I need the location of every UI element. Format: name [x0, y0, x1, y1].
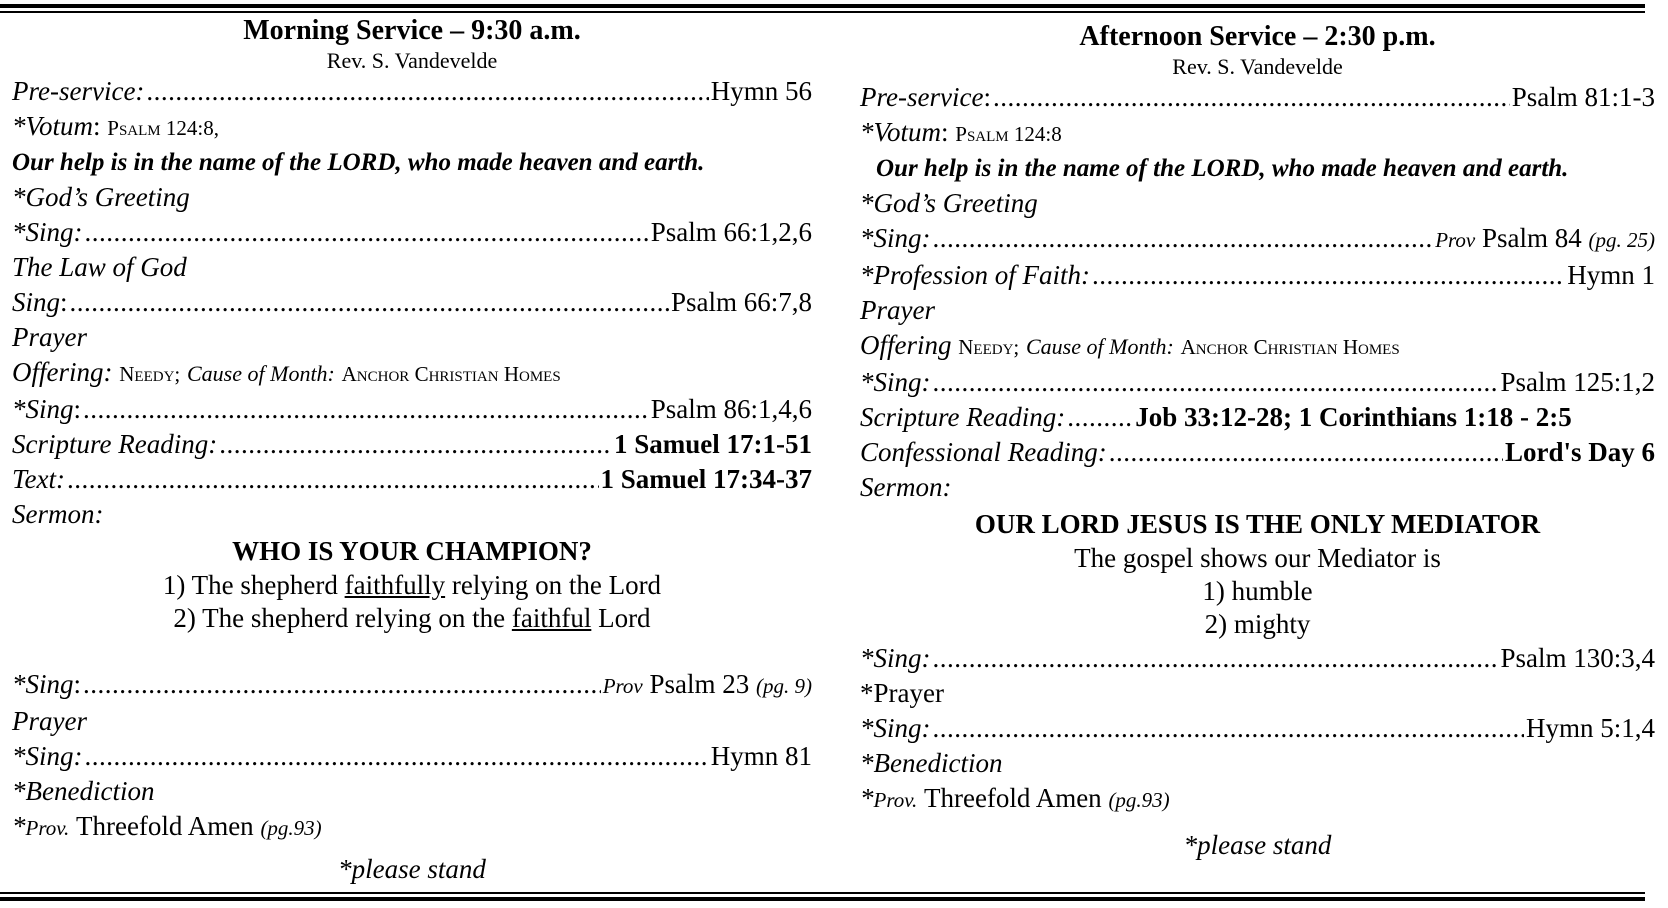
- morning-scripture: [12, 427, 812, 462]
- sing-colon: :: [73, 394, 82, 424]
- leader-dots: [85, 739, 709, 774]
- prayer-label: Prayer: [12, 706, 87, 736]
- point-text: 2) The shepherd relying on the: [173, 603, 512, 633]
- morning-sing-5: [12, 739, 812, 774]
- afternoon-greeting: [860, 186, 1655, 221]
- prayer-label: *Prayer: [860, 678, 944, 708]
- prayer-label: Prayer: [12, 322, 87, 352]
- afternoon-amen: [860, 781, 1655, 818]
- afternoon-please-stand: *please stand: [1183, 830, 1332, 860]
- afternoon-scripture: [860, 400, 1655, 435]
- afternoon-prayer-1: [860, 293, 1655, 328]
- scripture-value: Job 33:12-28; 1 Corinthians 1:18 - 2:5: [1135, 402, 1572, 432]
- morning-preservice: [12, 74, 812, 109]
- page-ref: (pg. 9): [756, 674, 812, 698]
- amen-text: Threefold Amen: [75, 811, 254, 841]
- amen-text: Threefold Amen: [923, 783, 1102, 813]
- afternoon-prayer-2: [860, 676, 1655, 711]
- leader-dots: [67, 462, 599, 497]
- scripture-label: Scripture Reading:: [12, 429, 218, 459]
- amen-star: *: [860, 783, 874, 813]
- afternoon-sermon-point-2: 2) mighty: [1204, 609, 1311, 639]
- sing-value: Psalm 66:7,8: [670, 287, 812, 317]
- top-rule-thin: [0, 11, 1645, 13]
- preservice-label: Pre-service: [860, 82, 984, 112]
- sing-value: Psalm 86:1,4,6: [650, 394, 812, 424]
- sermon-label: Sermon:: [860, 472, 952, 502]
- afternoon-benediction: [860, 746, 1655, 781]
- offering-cause-label: Cause of Month:: [1026, 334, 1174, 359]
- offering-cause: Anchor Christian Homes: [1180, 335, 1400, 359]
- leader-dots: [83, 392, 649, 427]
- votum-label: *Votum: [12, 111, 93, 141]
- leader-dots: [1067, 400, 1133, 435]
- profession-label: *Profession of Faith:: [860, 260, 1090, 290]
- morning-please-stand: *please stand: [338, 854, 486, 884]
- afternoon-offering: [860, 328, 1655, 365]
- sing-colon: :: [60, 287, 68, 317]
- bottom-rule-thick: [0, 897, 1645, 901]
- morning-sermon-point-1: [12, 569, 812, 602]
- morning-law: [12, 250, 812, 285]
- offering-label: Offering:: [12, 357, 113, 387]
- page-ref: (pg.93): [1108, 788, 1170, 812]
- morning-sing-1: [12, 215, 812, 250]
- morning-sermon-point-2: [12, 602, 812, 635]
- votum-ref: Psalm 124:8,: [107, 116, 219, 140]
- votum-colon: :: [941, 117, 949, 147]
- votum-colon: :: [93, 111, 101, 141]
- afternoon-sing-1: [860, 221, 1655, 258]
- afternoon-votum-text: Our help is in the name of the LORD, who made heaven and earth.: [876, 155, 1569, 182]
- leader-dots: [1109, 435, 1503, 470]
- sing-value: Psalm 84: [1481, 223, 1582, 253]
- sing-value: Psalm 66:1,2,6: [650, 217, 812, 247]
- morning-offering: [12, 355, 812, 392]
- sing-value: Hymn 5:1,4: [1525, 713, 1655, 743]
- prov-label: Prov: [1435, 228, 1476, 252]
- afternoon-votum: [860, 115, 1655, 152]
- afternoon-profession: [860, 258, 1655, 293]
- leader-dots: [1092, 258, 1565, 293]
- scripture-label: Scripture Reading:: [860, 402, 1066, 432]
- point-text: Lord: [591, 603, 651, 633]
- sing-value: Psalm 23: [649, 669, 750, 699]
- greeting-label: *God’s Greeting: [12, 182, 190, 212]
- page-ref: (pg. 25): [1588, 228, 1655, 252]
- sermon-label: Sermon:: [12, 499, 104, 529]
- text-label: Text:: [12, 464, 65, 494]
- amen-star: *: [12, 811, 26, 841]
- leader-dots: [219, 427, 612, 462]
- point-text: 1) The shepherd: [162, 570, 345, 600]
- offering-cause: Anchor Christian Homes: [341, 362, 561, 386]
- leader-dots: [993, 80, 1510, 115]
- morning-minister: Rev. S. Vandevelde: [326, 48, 498, 73]
- law-label: The Law of God: [12, 252, 187, 282]
- greeting-label: *God’s Greeting: [860, 188, 1038, 218]
- preservice-value: Hymn 56: [710, 76, 812, 106]
- leader-dots: [933, 365, 1499, 400]
- morning-sing-4: [12, 667, 812, 704]
- profession-value: Hymn 1: [1567, 260, 1655, 290]
- sing-value: Psalm 125:1,2: [1500, 367, 1655, 397]
- sing-label: *Sing:: [860, 367, 931, 397]
- benediction-label: *Benediction: [12, 776, 155, 806]
- point-underline: faithful: [511, 603, 592, 633]
- sing-value-group: [603, 667, 812, 704]
- top-rule-thick: [0, 4, 1645, 8]
- sing-value-group: [1435, 221, 1655, 258]
- page-ref: (pg.93): [260, 816, 322, 840]
- afternoon-sermon: [860, 470, 1655, 505]
- morning-votum: [12, 109, 812, 146]
- afternoon-service: [860, 14, 1655, 862]
- afternoon-title: Afternoon Service – 2:30 p.m.: [1079, 21, 1436, 52]
- scripture-value: 1 Samuel 17:1-51: [614, 429, 812, 459]
- morning-service: [12, 14, 812, 886]
- morning-sermon-title: WHO IS YOUR CHAMPION?: [232, 536, 592, 566]
- leader-dots: [70, 285, 669, 320]
- votum-ref: Psalm 124:8: [955, 122, 1062, 146]
- leader-dots: [85, 215, 649, 250]
- point-text: relying on the Lord: [445, 570, 662, 600]
- sing-label: Sing: [12, 287, 61, 317]
- afternoon-sermon-title: OUR LORD JESUS IS THE ONLY MEDIATOR: [974, 509, 1541, 539]
- morning-sermon: [12, 497, 812, 532]
- offering-needy: Needy;: [119, 362, 181, 386]
- sing-label: *Sing:: [860, 223, 931, 253]
- leader-dots: [933, 641, 1499, 676]
- leader-dots: [933, 221, 1434, 256]
- morning-amen: [12, 809, 812, 846]
- prov-label: Prov.: [25, 816, 70, 840]
- morning-sing-3: [12, 392, 812, 427]
- morning-title: Morning Service – 9:30 a.m.: [243, 15, 581, 46]
- morning-prayer-1: [12, 320, 812, 355]
- text-value: 1 Samuel 17:34-37: [600, 464, 812, 494]
- afternoon-sermon-point-1: 1) humble: [1202, 576, 1313, 606]
- confessional-label: Confessional Reading:: [860, 437, 1107, 467]
- afternoon-preservice: [860, 80, 1655, 115]
- afternoon-minister: Rev. S. Vandevelde: [1172, 54, 1343, 79]
- preservice-value: Psalm 81:1-3: [1511, 82, 1655, 112]
- offering-label: Offering: [860, 330, 952, 360]
- prayer-label: Prayer: [860, 295, 935, 325]
- morning-sing-2: [12, 285, 812, 320]
- point-underline: faithfully: [344, 570, 446, 600]
- confessional-value: Lord's Day 6: [1504, 437, 1655, 467]
- sing-label: *Sing: [12, 394, 74, 424]
- spacer: [12, 635, 812, 667]
- sing-label: *Sing:: [12, 217, 83, 247]
- afternoon-sing-2: [860, 365, 1655, 400]
- benediction-label: *Benediction: [860, 748, 1003, 778]
- preservice-colon: :: [983, 82, 991, 112]
- leader-dots: [83, 667, 601, 702]
- morning-benediction: [12, 774, 812, 809]
- sing-label: *Sing: [12, 669, 74, 699]
- leader-dots: [146, 74, 708, 109]
- sing-label: *Sing:: [860, 713, 931, 743]
- preservice-label: Pre-service:: [12, 76, 145, 106]
- afternoon-confessional: [860, 435, 1655, 470]
- sing-label: *Sing:: [860, 643, 931, 673]
- sing-label: *Sing:: [12, 741, 83, 771]
- sing-value: Psalm 130:3,4: [1500, 643, 1655, 673]
- afternoon-sing-3: [860, 641, 1655, 676]
- sing-value: Hymn 81: [710, 741, 812, 771]
- leader-dots: [933, 711, 1524, 746]
- morning-text: [12, 462, 812, 497]
- afternoon-gospel-line: The gospel shows our Mediator is: [1074, 543, 1441, 573]
- morning-greeting: [12, 180, 812, 215]
- offering-needy: Needy;: [958, 335, 1020, 359]
- sing-colon: :: [73, 669, 82, 699]
- votum-label: *Votum: [860, 117, 941, 147]
- bottom-rule-thin: [0, 892, 1645, 894]
- prov-label: Prov: [602, 674, 643, 698]
- morning-votum-text: Our help is in the name of the LORD, who made heaven and earth.: [12, 149, 705, 176]
- prov-label: Prov.: [873, 788, 918, 812]
- morning-prayer-2: [12, 704, 812, 739]
- offering-cause-label: Cause of Month:: [187, 361, 335, 386]
- afternoon-sing-4: [860, 711, 1655, 746]
